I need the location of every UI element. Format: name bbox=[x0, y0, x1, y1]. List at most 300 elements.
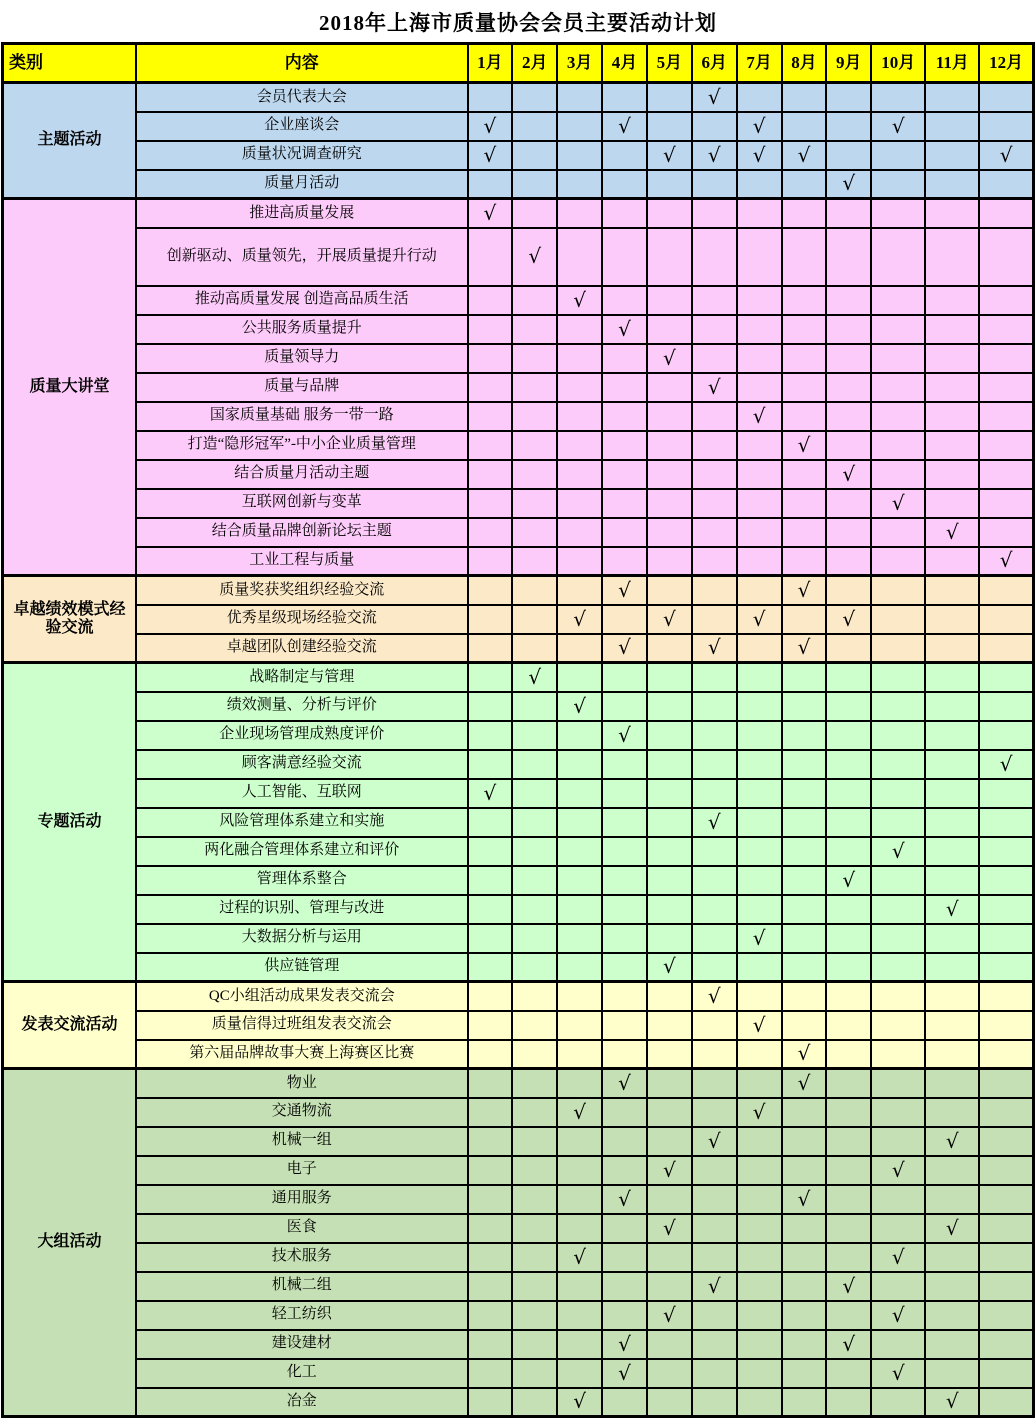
empty-month-cell bbox=[692, 953, 737, 982]
category-cell: 主题活动 bbox=[3, 83, 137, 199]
empty-month-cell bbox=[557, 982, 602, 1011]
table-row bbox=[3, 1330, 1034, 1359]
empty-month-cell bbox=[871, 1330, 925, 1359]
empty-month-cell bbox=[979, 1069, 1033, 1098]
empty-month-cell bbox=[468, 663, 513, 692]
empty-month-cell bbox=[468, 1214, 513, 1243]
empty-month-cell bbox=[826, 199, 871, 228]
check-cell: √ bbox=[826, 460, 871, 489]
table-row bbox=[3, 1388, 1034, 1417]
empty-month-cell bbox=[826, 402, 871, 431]
empty-month-cell bbox=[692, 895, 737, 924]
empty-month-cell bbox=[647, 982, 692, 1011]
empty-month-cell bbox=[979, 1214, 1033, 1243]
empty-month-cell bbox=[468, 605, 513, 634]
empty-month-cell bbox=[979, 663, 1033, 692]
empty-month-cell bbox=[737, 286, 782, 315]
empty-month-cell bbox=[512, 953, 557, 982]
empty-month-cell bbox=[871, 547, 925, 576]
empty-month-cell bbox=[512, 692, 557, 721]
check-cell: √ bbox=[692, 634, 737, 663]
empty-month-cell bbox=[979, 1098, 1033, 1127]
header-month-4: 4月 bbox=[602, 44, 647, 83]
activity-label-cell: 机械一组 bbox=[136, 1127, 467, 1156]
empty-month-cell bbox=[737, 634, 782, 663]
empty-month-cell bbox=[468, 1330, 513, 1359]
check-cell: √ bbox=[871, 1359, 925, 1388]
empty-month-cell bbox=[468, 1098, 513, 1127]
empty-month-cell bbox=[925, 721, 979, 750]
empty-month-cell bbox=[602, 1301, 647, 1330]
empty-month-cell bbox=[925, 141, 979, 170]
empty-month-cell bbox=[692, 663, 737, 692]
header-category: 类别 bbox=[3, 44, 137, 83]
empty-month-cell bbox=[468, 953, 513, 982]
check-cell: √ bbox=[647, 141, 692, 170]
header-row bbox=[3, 44, 1034, 83]
empty-month-cell bbox=[692, 1011, 737, 1040]
empty-month-cell bbox=[512, 1011, 557, 1040]
empty-month-cell bbox=[512, 605, 557, 634]
activity-label-cell: 过程的识别、管理与改进 bbox=[136, 895, 467, 924]
check-cell: √ bbox=[979, 750, 1033, 779]
table-row bbox=[3, 663, 1034, 692]
empty-month-cell bbox=[871, 1388, 925, 1417]
table-row bbox=[3, 808, 1034, 837]
check-cell: √ bbox=[871, 837, 925, 866]
empty-month-cell bbox=[871, 286, 925, 315]
empty-month-cell bbox=[512, 1098, 557, 1127]
empty-month-cell bbox=[602, 1272, 647, 1301]
empty-month-cell bbox=[925, 866, 979, 895]
check-cell: √ bbox=[512, 663, 557, 692]
empty-month-cell bbox=[468, 808, 513, 837]
activity-label-cell: 国家质量基础 服务一带一路 bbox=[136, 402, 467, 431]
empty-month-cell bbox=[737, 315, 782, 344]
check-cell: √ bbox=[737, 1011, 782, 1040]
empty-month-cell bbox=[647, 1127, 692, 1156]
empty-month-cell bbox=[557, 1156, 602, 1185]
empty-month-cell bbox=[468, 721, 513, 750]
empty-month-cell bbox=[826, 808, 871, 837]
empty-month-cell bbox=[692, 402, 737, 431]
table-row bbox=[3, 1040, 1034, 1069]
empty-month-cell bbox=[782, 228, 827, 286]
activity-label-cell: 顾客满意经验交流 bbox=[136, 750, 467, 779]
check-cell: √ bbox=[871, 1301, 925, 1330]
empty-month-cell bbox=[826, 141, 871, 170]
empty-month-cell bbox=[468, 692, 513, 721]
check-cell: √ bbox=[737, 1098, 782, 1127]
empty-month-cell bbox=[468, 489, 513, 518]
empty-month-cell bbox=[692, 1040, 737, 1069]
empty-month-cell bbox=[925, 1040, 979, 1069]
empty-month-cell bbox=[602, 431, 647, 460]
empty-month-cell bbox=[871, 1214, 925, 1243]
empty-month-cell bbox=[737, 1301, 782, 1330]
empty-month-cell bbox=[782, 982, 827, 1011]
empty-month-cell bbox=[979, 460, 1033, 489]
empty-month-cell bbox=[692, 518, 737, 547]
empty-month-cell bbox=[647, 1243, 692, 1272]
table-row bbox=[3, 1127, 1034, 1156]
empty-month-cell bbox=[782, 750, 827, 779]
empty-month-cell bbox=[602, 953, 647, 982]
empty-month-cell bbox=[826, 692, 871, 721]
empty-month-cell bbox=[925, 402, 979, 431]
empty-month-cell bbox=[871, 982, 925, 1011]
empty-month-cell bbox=[782, 692, 827, 721]
empty-month-cell bbox=[782, 1330, 827, 1359]
empty-month-cell bbox=[557, 1127, 602, 1156]
empty-month-cell bbox=[826, 344, 871, 373]
empty-month-cell bbox=[468, 431, 513, 460]
empty-month-cell bbox=[557, 634, 602, 663]
check-cell: √ bbox=[925, 518, 979, 547]
check-cell: √ bbox=[782, 1069, 827, 1098]
empty-month-cell bbox=[647, 228, 692, 286]
table-row bbox=[3, 576, 1034, 605]
empty-month-cell bbox=[647, 1272, 692, 1301]
empty-month-cell bbox=[468, 837, 513, 866]
check-cell: √ bbox=[871, 489, 925, 518]
activity-label-cell: 人工智能、互联网 bbox=[136, 779, 467, 808]
empty-month-cell bbox=[826, 1388, 871, 1417]
empty-month-cell bbox=[782, 373, 827, 402]
empty-month-cell bbox=[826, 953, 871, 982]
empty-month-cell bbox=[782, 286, 827, 315]
empty-month-cell bbox=[925, 170, 979, 199]
empty-month-cell bbox=[468, 286, 513, 315]
empty-month-cell bbox=[512, 199, 557, 228]
check-cell: √ bbox=[647, 953, 692, 982]
empty-month-cell bbox=[737, 779, 782, 808]
empty-month-cell bbox=[979, 634, 1033, 663]
empty-month-cell bbox=[512, 982, 557, 1011]
empty-month-cell bbox=[647, 1388, 692, 1417]
empty-month-cell bbox=[782, 1098, 827, 1127]
empty-month-cell bbox=[557, 1214, 602, 1243]
empty-month-cell bbox=[737, 1185, 782, 1214]
empty-month-cell bbox=[512, 634, 557, 663]
check-cell: √ bbox=[826, 170, 871, 199]
empty-month-cell bbox=[557, 808, 602, 837]
empty-month-cell bbox=[925, 460, 979, 489]
empty-month-cell bbox=[557, 373, 602, 402]
empty-month-cell bbox=[925, 982, 979, 1011]
empty-month-cell bbox=[737, 866, 782, 895]
empty-month-cell bbox=[826, 721, 871, 750]
empty-month-cell bbox=[925, 1069, 979, 1098]
empty-month-cell bbox=[979, 228, 1033, 286]
table-row bbox=[3, 518, 1034, 547]
activity-label-cell: 管理体系整合 bbox=[136, 866, 467, 895]
empty-month-cell bbox=[979, 866, 1033, 895]
empty-month-cell bbox=[979, 112, 1033, 141]
activity-label-cell: 机械二组 bbox=[136, 1272, 467, 1301]
empty-month-cell bbox=[512, 1301, 557, 1330]
check-cell: √ bbox=[692, 808, 737, 837]
activity-label-cell: 结合质量品牌创新论坛主题 bbox=[136, 518, 467, 547]
empty-month-cell bbox=[512, 402, 557, 431]
table-row bbox=[3, 1185, 1034, 1214]
empty-month-cell bbox=[782, 83, 827, 112]
activity-label-cell: 会员代表大会 bbox=[136, 83, 467, 112]
empty-month-cell bbox=[602, 982, 647, 1011]
empty-month-cell bbox=[557, 315, 602, 344]
empty-month-cell bbox=[737, 547, 782, 576]
empty-month-cell bbox=[692, 112, 737, 141]
empty-month-cell bbox=[737, 1040, 782, 1069]
empty-month-cell bbox=[979, 431, 1033, 460]
table-row bbox=[3, 837, 1034, 866]
empty-month-cell bbox=[647, 1098, 692, 1127]
empty-month-cell bbox=[468, 1185, 513, 1214]
empty-month-cell bbox=[692, 431, 737, 460]
empty-month-cell bbox=[782, 1011, 827, 1040]
empty-month-cell bbox=[737, 953, 782, 982]
empty-month-cell bbox=[925, 663, 979, 692]
empty-month-cell bbox=[468, 866, 513, 895]
empty-month-cell bbox=[826, 228, 871, 286]
empty-month-cell bbox=[979, 1272, 1033, 1301]
empty-month-cell bbox=[512, 1040, 557, 1069]
empty-month-cell bbox=[871, 518, 925, 547]
empty-month-cell bbox=[557, 663, 602, 692]
empty-month-cell bbox=[925, 953, 979, 982]
empty-month-cell bbox=[557, 344, 602, 373]
empty-month-cell bbox=[826, 1127, 871, 1156]
table-row bbox=[3, 315, 1034, 344]
empty-month-cell bbox=[979, 1127, 1033, 1156]
empty-month-cell bbox=[602, 1243, 647, 1272]
empty-month-cell bbox=[512, 489, 557, 518]
empty-month-cell bbox=[512, 1330, 557, 1359]
empty-month-cell bbox=[979, 1301, 1033, 1330]
empty-month-cell bbox=[557, 750, 602, 779]
check-cell: √ bbox=[692, 141, 737, 170]
empty-month-cell bbox=[512, 1185, 557, 1214]
empty-month-cell bbox=[782, 924, 827, 953]
empty-month-cell bbox=[647, 837, 692, 866]
empty-month-cell bbox=[512, 1272, 557, 1301]
empty-month-cell bbox=[512, 1127, 557, 1156]
empty-month-cell bbox=[512, 547, 557, 576]
empty-month-cell bbox=[737, 692, 782, 721]
empty-month-cell bbox=[782, 518, 827, 547]
activity-label-cell: 打造“隐形冠军”-中小企业质量管理 bbox=[136, 431, 467, 460]
empty-month-cell bbox=[602, 1040, 647, 1069]
check-cell: √ bbox=[602, 112, 647, 141]
empty-month-cell bbox=[979, 373, 1033, 402]
empty-month-cell bbox=[512, 576, 557, 605]
activity-label-cell: 供应链管理 bbox=[136, 953, 467, 982]
empty-month-cell bbox=[692, 1330, 737, 1359]
header-month-11: 11月 bbox=[925, 44, 979, 83]
check-cell: √ bbox=[468, 112, 513, 141]
activity-label-cell: 质量奖获奖组织经验交流 bbox=[136, 576, 467, 605]
table-row bbox=[3, 605, 1034, 634]
empty-month-cell bbox=[512, 431, 557, 460]
empty-month-cell bbox=[468, 895, 513, 924]
check-cell: √ bbox=[782, 1185, 827, 1214]
empty-month-cell bbox=[782, 199, 827, 228]
check-cell: √ bbox=[782, 634, 827, 663]
empty-month-cell bbox=[826, 576, 871, 605]
empty-month-cell bbox=[647, 489, 692, 518]
empty-month-cell bbox=[468, 982, 513, 1011]
empty-month-cell bbox=[826, 518, 871, 547]
empty-month-cell bbox=[647, 373, 692, 402]
check-cell: √ bbox=[557, 286, 602, 315]
empty-month-cell bbox=[871, 228, 925, 286]
table-row bbox=[3, 779, 1034, 808]
activity-label-cell: 物业 bbox=[136, 1069, 467, 1098]
check-cell: √ bbox=[782, 141, 827, 170]
empty-month-cell bbox=[557, 779, 602, 808]
activity-label-cell: 创新驱动、质量领先，开展质量提升行动 bbox=[136, 228, 467, 286]
empty-month-cell bbox=[871, 779, 925, 808]
empty-month-cell bbox=[468, 750, 513, 779]
empty-month-cell bbox=[602, 460, 647, 489]
empty-month-cell bbox=[557, 895, 602, 924]
table-row bbox=[3, 1098, 1034, 1127]
empty-month-cell bbox=[692, 779, 737, 808]
activity-label-cell: 绩效测量、分析与评价 bbox=[136, 692, 467, 721]
empty-month-cell bbox=[557, 547, 602, 576]
empty-month-cell bbox=[925, 1272, 979, 1301]
empty-month-cell bbox=[602, 199, 647, 228]
check-cell: √ bbox=[468, 199, 513, 228]
empty-month-cell bbox=[925, 779, 979, 808]
empty-month-cell bbox=[468, 1011, 513, 1040]
activity-label-cell: 轻工纺织 bbox=[136, 1301, 467, 1330]
empty-month-cell bbox=[979, 1185, 1033, 1214]
check-cell: √ bbox=[468, 141, 513, 170]
empty-month-cell bbox=[737, 837, 782, 866]
empty-month-cell bbox=[979, 1243, 1033, 1272]
empty-month-cell bbox=[512, 83, 557, 112]
header-month-9: 9月 bbox=[826, 44, 871, 83]
empty-month-cell bbox=[512, 1156, 557, 1185]
empty-month-cell bbox=[826, 547, 871, 576]
empty-month-cell bbox=[871, 721, 925, 750]
empty-month-cell bbox=[647, 547, 692, 576]
empty-month-cell bbox=[557, 402, 602, 431]
empty-month-cell bbox=[602, 866, 647, 895]
empty-month-cell bbox=[925, 576, 979, 605]
check-cell: √ bbox=[925, 1214, 979, 1243]
empty-month-cell bbox=[782, 547, 827, 576]
empty-month-cell bbox=[782, 460, 827, 489]
check-cell: √ bbox=[647, 1301, 692, 1330]
empty-month-cell bbox=[979, 1330, 1033, 1359]
table-row bbox=[3, 199, 1034, 228]
empty-month-cell bbox=[647, 692, 692, 721]
table-row bbox=[3, 1243, 1034, 1272]
check-cell: √ bbox=[782, 576, 827, 605]
empty-month-cell bbox=[602, 895, 647, 924]
check-cell: √ bbox=[826, 605, 871, 634]
check-cell: √ bbox=[925, 1127, 979, 1156]
empty-month-cell bbox=[979, 837, 1033, 866]
activity-label-cell: 交通物流 bbox=[136, 1098, 467, 1127]
empty-month-cell bbox=[512, 895, 557, 924]
empty-month-cell bbox=[979, 721, 1033, 750]
empty-month-cell bbox=[826, 1011, 871, 1040]
empty-month-cell bbox=[557, 460, 602, 489]
activity-label-cell: QC小组活动成果发表交流会 bbox=[136, 982, 467, 1011]
empty-month-cell bbox=[782, 808, 827, 837]
empty-month-cell bbox=[602, 1214, 647, 1243]
activity-label-cell: 质量信得过班组发表交流会 bbox=[136, 1011, 467, 1040]
empty-month-cell bbox=[871, 402, 925, 431]
empty-month-cell bbox=[468, 1127, 513, 1156]
empty-month-cell bbox=[737, 170, 782, 199]
header-month-7: 7月 bbox=[737, 44, 782, 83]
empty-month-cell bbox=[692, 1243, 737, 1272]
empty-month-cell bbox=[557, 953, 602, 982]
empty-month-cell bbox=[468, 547, 513, 576]
check-cell: √ bbox=[692, 1127, 737, 1156]
empty-month-cell bbox=[925, 547, 979, 576]
check-cell: √ bbox=[979, 547, 1033, 576]
empty-month-cell bbox=[468, 460, 513, 489]
empty-month-cell bbox=[871, 141, 925, 170]
check-cell: √ bbox=[692, 982, 737, 1011]
empty-month-cell bbox=[979, 286, 1033, 315]
empty-month-cell bbox=[692, 547, 737, 576]
empty-month-cell bbox=[647, 1185, 692, 1214]
empty-month-cell bbox=[925, 1011, 979, 1040]
empty-month-cell bbox=[871, 460, 925, 489]
empty-month-cell bbox=[557, 837, 602, 866]
empty-month-cell bbox=[925, 1185, 979, 1214]
category-cell: 卓越绩效模式经验交流 bbox=[3, 576, 137, 663]
empty-month-cell bbox=[468, 1301, 513, 1330]
empty-month-cell bbox=[826, 286, 871, 315]
check-cell: √ bbox=[782, 1040, 827, 1069]
empty-month-cell bbox=[557, 1069, 602, 1098]
check-cell: √ bbox=[737, 141, 782, 170]
activity-label-cell: 质量月活动 bbox=[136, 170, 467, 199]
empty-month-cell bbox=[871, 1185, 925, 1214]
activity-label-cell: 第六届品牌故事大赛上海赛区比赛 bbox=[136, 1040, 467, 1069]
activity-label-cell: 质量与品牌 bbox=[136, 373, 467, 402]
empty-month-cell bbox=[512, 1388, 557, 1417]
empty-month-cell bbox=[647, 663, 692, 692]
activity-label-cell: 推动高质量发展 创造高品质生活 bbox=[136, 286, 467, 315]
empty-month-cell bbox=[925, 1330, 979, 1359]
empty-month-cell bbox=[602, 1388, 647, 1417]
table-row bbox=[3, 866, 1034, 895]
check-cell: √ bbox=[871, 1243, 925, 1272]
empty-month-cell bbox=[692, 1388, 737, 1417]
empty-month-cell bbox=[602, 547, 647, 576]
empty-month-cell bbox=[468, 1388, 513, 1417]
empty-month-cell bbox=[692, 750, 737, 779]
empty-month-cell bbox=[737, 228, 782, 286]
empty-month-cell bbox=[871, 373, 925, 402]
empty-month-cell bbox=[557, 112, 602, 141]
check-cell: √ bbox=[871, 112, 925, 141]
empty-month-cell bbox=[647, 170, 692, 199]
empty-month-cell bbox=[512, 373, 557, 402]
empty-month-cell bbox=[871, 576, 925, 605]
table-row bbox=[3, 1359, 1034, 1388]
empty-month-cell bbox=[737, 576, 782, 605]
check-cell: √ bbox=[647, 344, 692, 373]
